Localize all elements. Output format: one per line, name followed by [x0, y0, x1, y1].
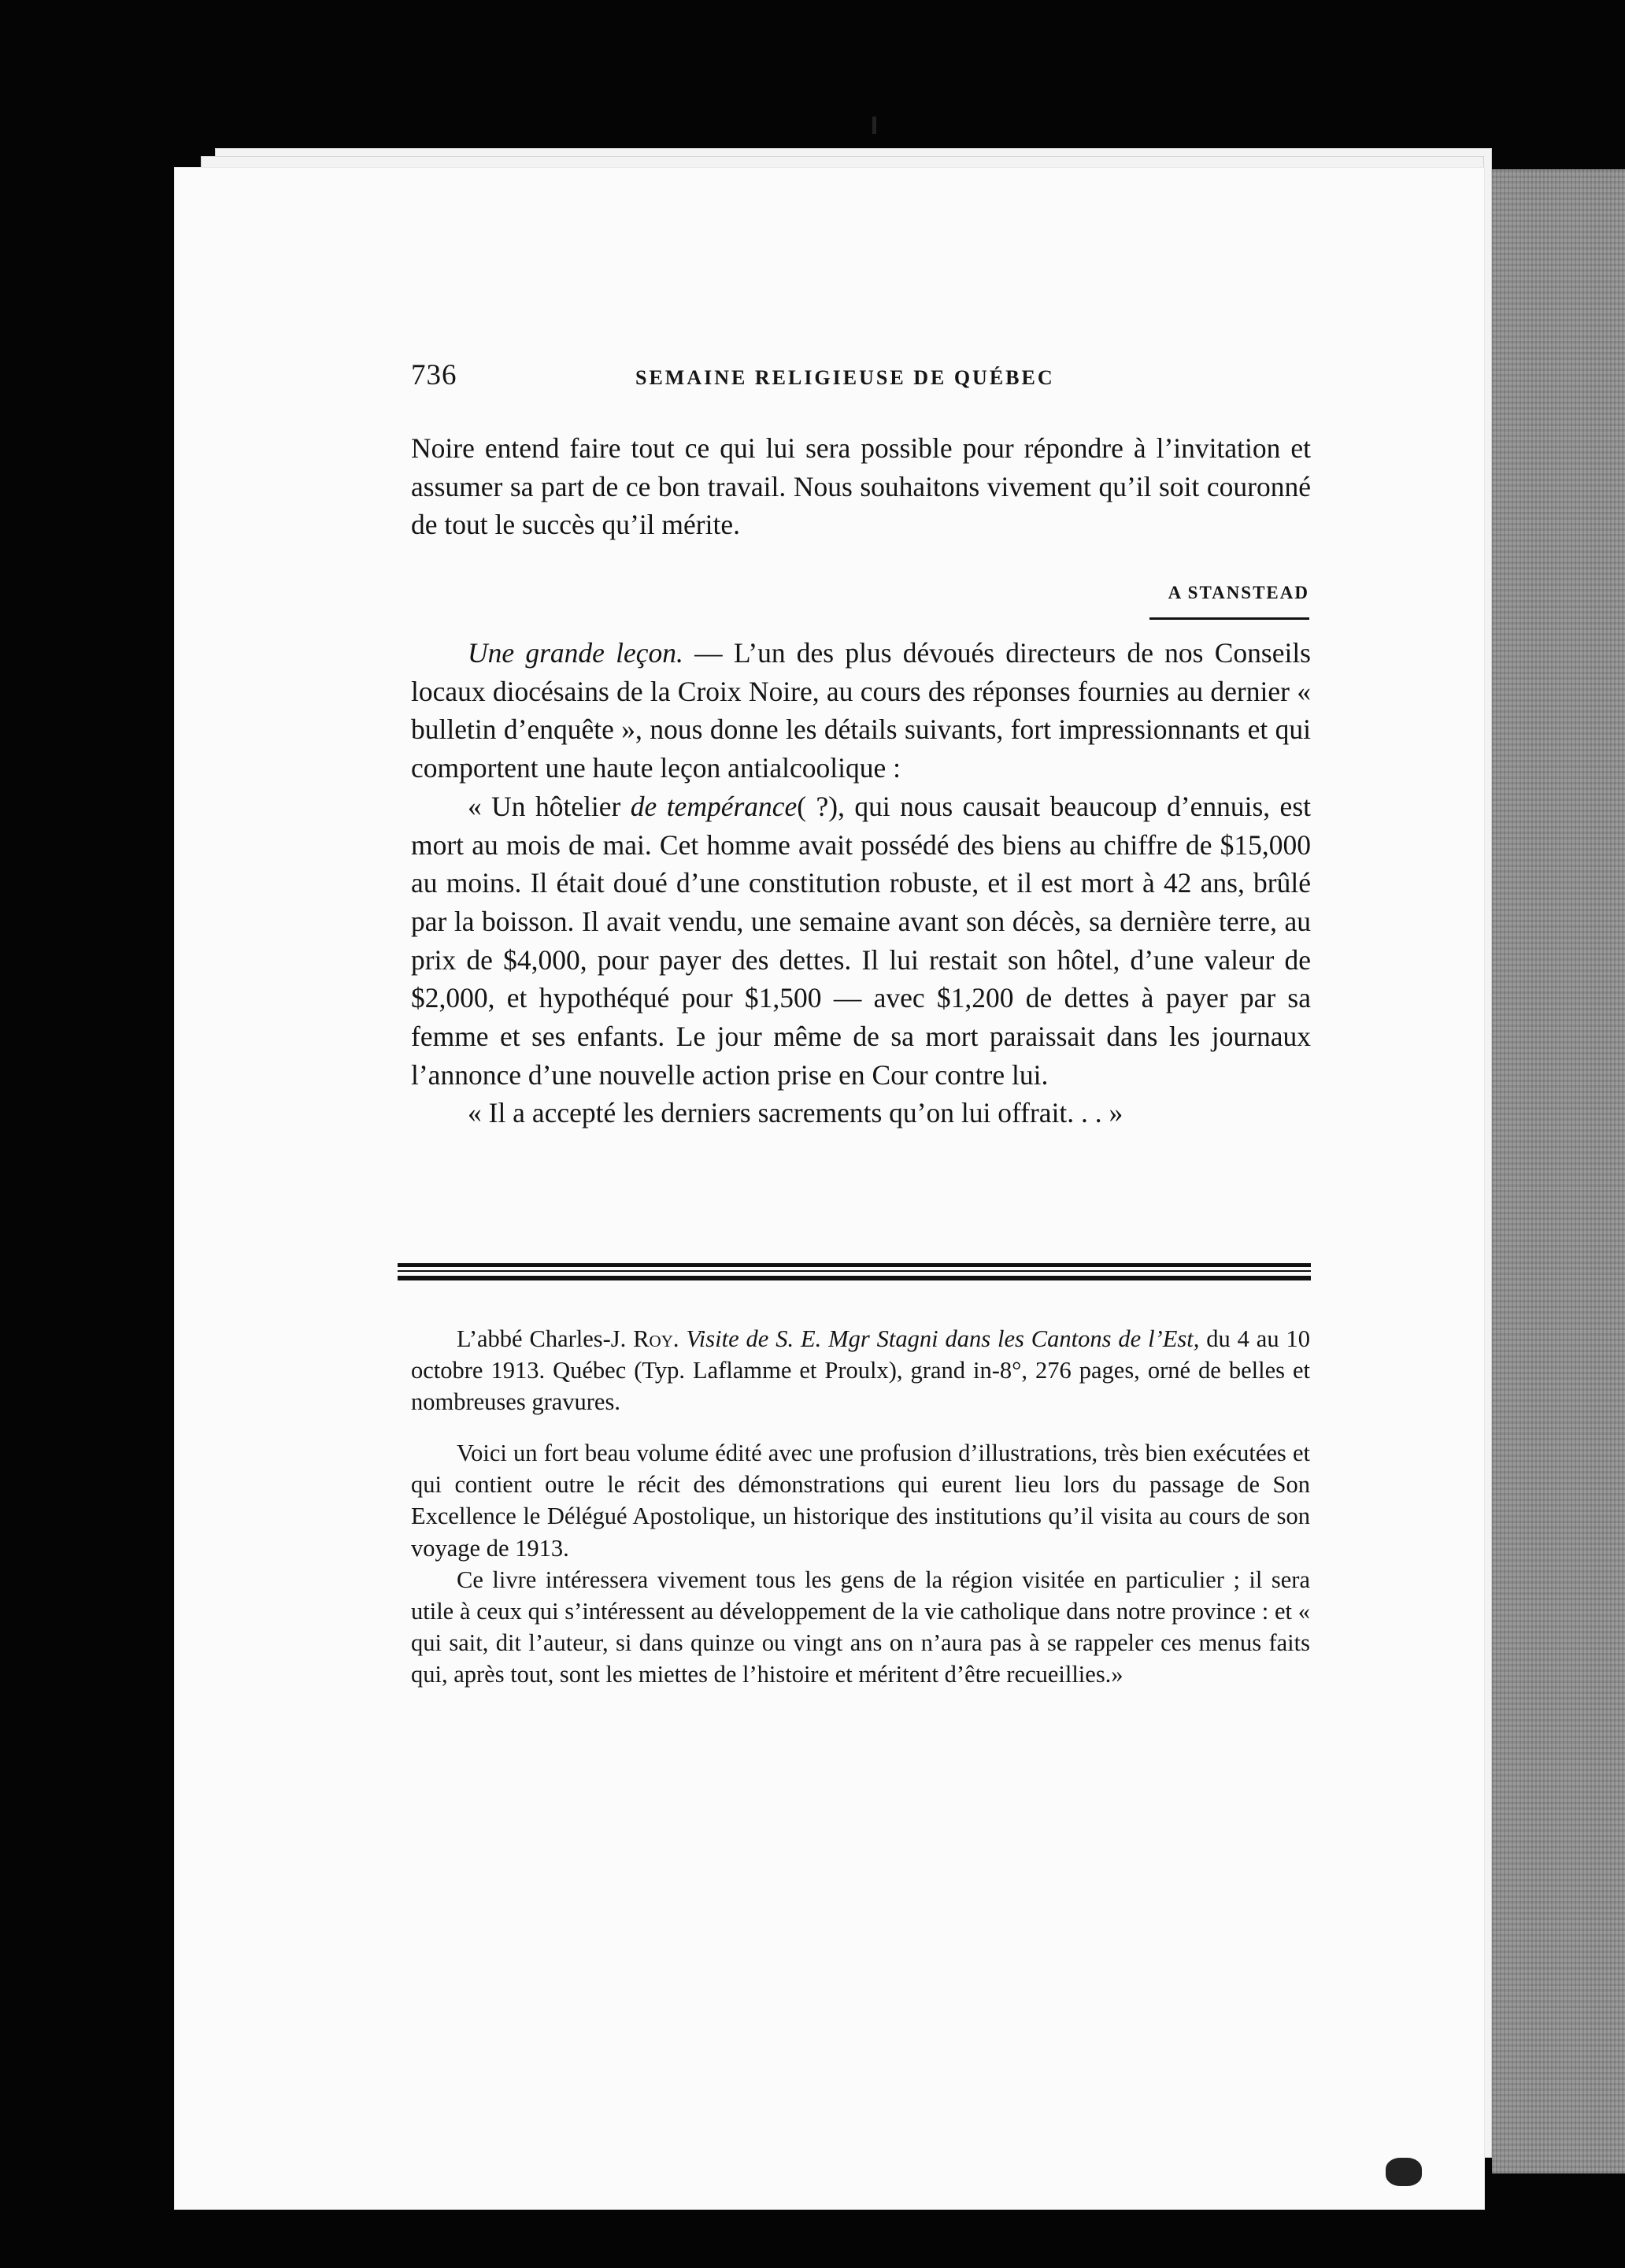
citation-book-title: Visite de S. E. Mgr Stagni dans les Cantons de l’Est,	[686, 1325, 1200, 1352]
citation-text	[411, 1323, 1310, 1418]
review-paragraph: Ce livre intéressera vivement tous les gens de la région visitée en particulier ; il sera utile à ceux qui s’intéressent au développement de la vie catholique dans notre province : et « qui sait, dit l’auteur, si dans quinze ou vingt ans on n’aura pas à se rappeler ces menus faits qui, après tout, sont les miettes de l’histoire et méritent d’être recueillies.»	[411, 1566, 1310, 1688]
quote-italic: de tempérance	[630, 790, 798, 822]
intro-paragraph	[411, 429, 1311, 544]
intro-paragraph-text: Noire entend faire tout ce qui lui sera possible pour répondre à l’invitation et assumer sa part de ce bon travail. Nous souhaitons vivement qu’il soit couronné de tout le succès qu’il mérite.	[411, 432, 1311, 541]
section-heading: A STANSTEAD	[1149, 583, 1309, 620]
section-divider	[398, 1276, 1311, 1280]
section-divider	[398, 1263, 1311, 1267]
quote-start: « Un hôtelier	[468, 790, 631, 822]
article-lead-paragraph	[411, 634, 1311, 788]
citation-author-surname: Roy	[633, 1325, 673, 1352]
book-citation	[411, 1323, 1310, 1418]
article-quote-end: « Il a accepté les derniers sacrements qu’on lui offrait. . . »	[468, 1097, 1123, 1129]
page-number: 736	[411, 359, 457, 391]
citation-details: du 4 au 10 octobre 1913. Québec (Typ. Laflamme et Proulx), grand in-8°, 276 pages, orné de belles et nombreuses gravures.	[411, 1325, 1311, 1416]
article-title: Une grande leçon.	[468, 637, 683, 669]
page-header	[411, 358, 1316, 398]
film-speck	[872, 117, 876, 134]
article-body	[411, 634, 1311, 1132]
quote-rest: ( ?), qui nous causait beaucoup d’ennuis, est mort au mois de mai. Cet homme avait possédé des biens au chiffre de $15,000 au moins. Il était doué d’une constitution robuste, et il est mort à 42 ans, brûlé par la boisson. Il avait vendu, une semaine avant son décès, sa dernière terre, au prix de $4,000, pour payer des dettes. Il lui restait son hôtel, d’une valeur de $2,000, et hypothéqué pour $1,500 — avec $1,200 de dettes à payer par sa femme et ses enfants. Le jour même de sa mort paraissait dans les journaux l’annonce d’une nouvelle action prise en Cour contre lui.	[411, 790, 1311, 1091]
book-binding-edge	[1492, 169, 1625, 2174]
review-paragraph: Voici un fort beau volume édité avec une profusion d’illustrations, très bien exécutées et qui contient outre le récit des démonstrations qui eurent lieu lors du passage de Son Excellence le Délégué Apostolique, un historique des institutions qu’il visita au cours de son voyage de 1913.	[411, 1440, 1310, 1562]
citation-author-suffix: .	[672, 1325, 687, 1352]
book-review	[411, 1437, 1310, 1691]
article-quote-paragraph	[411, 788, 1311, 1095]
citation-author-prefix: L’abbé Charles-J.	[457, 1325, 634, 1352]
running-title: SEMAINE RELIGIEUSE DE QUÉBEC	[635, 366, 1055, 389]
article-lead: — L’un des plus dévoués directeurs de nos Conseils locaux diocésains de la Croix Noire, au cours des réponses fournies au dernier « bulletin d’enquête », nous donne les détails suivants, fort impressionnants et qui comportent une haute leçon antialcoolique :	[411, 637, 1311, 784]
film-speck	[1386, 2158, 1422, 2186]
section-divider	[398, 1270, 1311, 1272]
